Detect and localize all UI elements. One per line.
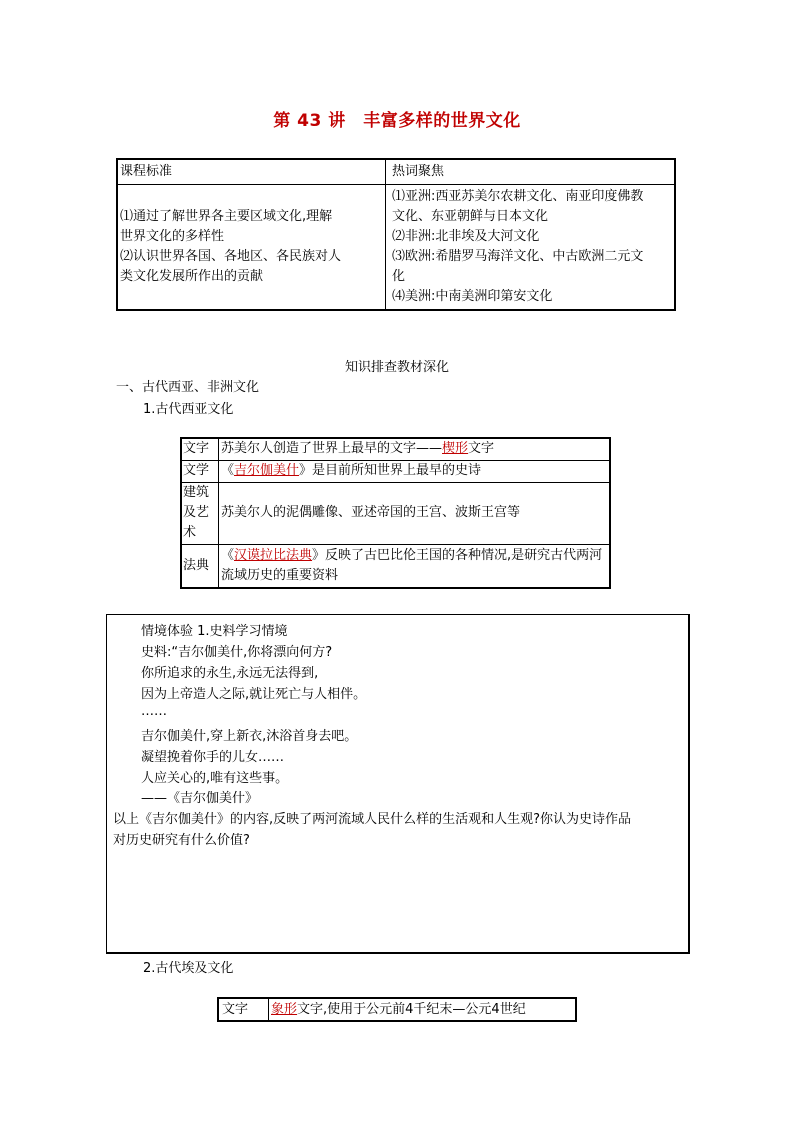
row-text: 《: [221, 463, 235, 478]
standards-line: ⑵认识世界各国、各地区、各民族对人: [120, 249, 342, 264]
source-line: 史料:“吉尔伽美什,你将漂向何方?: [141, 645, 333, 660]
row-text: 文字,使用于公元前4千纪末—公元4世纪: [297, 1001, 526, 1017]
key-term: 象形: [271, 1001, 298, 1017]
source-citation: ——《吉尔伽美什》: [141, 791, 259, 806]
row-label: 法典: [181, 544, 219, 588]
row-content: [219, 544, 611, 588]
row-content: [219, 438, 611, 460]
hotwords-header: 热词聚焦: [386, 159, 676, 185]
key-term: 汉谟拉比法典: [234, 547, 313, 563]
source-line: 因为上帝造人之际,就让死亡与人相伴。: [141, 687, 367, 702]
hotwords-line: ⑴亚洲:西亚苏美尔农耕文化、南亚印度佛教: [392, 189, 644, 204]
row-content: [219, 482, 611, 544]
scenario-heading: 情境体验 1.史料学习情境: [141, 624, 288, 639]
hotwords-line: ⑷美洲:中南美洲印第安文化: [392, 289, 553, 304]
hotwords-line: ⑶欧洲:希腊罗马海洋文化、中古欧洲二元文: [392, 249, 644, 264]
row-content: [219, 460, 611, 482]
standards-content: [117, 185, 386, 311]
standards-header: 课程标准: [117, 159, 386, 185]
scenario-box: [106, 614, 690, 954]
section-heading: 知识排查教材深化: [344, 360, 449, 375]
row-content: [269, 998, 577, 1021]
question-line: 对历史研究有什么价值?: [113, 833, 250, 848]
row-text: 苏美尔人创造了世界上最早的文字——: [221, 441, 443, 457]
subsection-title: 2.古代埃及文化: [143, 961, 234, 976]
key-term: 吉尔伽美什: [234, 463, 300, 478]
hotwords-line: 化: [392, 269, 406, 284]
hotwords-content: [386, 185, 676, 311]
row-label: 建筑及艺术: [181, 482, 219, 544]
source-line: 你所追求的永生,永远无法得到,: [141, 666, 319, 681]
source-line: 人应关心的,唯有这些事。: [141, 771, 289, 786]
standards-line: ⑴通过了解世界各主要区域文化,理解: [120, 209, 333, 224]
course-standards-table: [116, 158, 676, 311]
standards-line: 类文化发展所作出的贡献: [120, 269, 264, 284]
row-text: 苏美尔人的泥偶雕像、亚述帝国的王宫、波斯王宫等: [221, 505, 521, 520]
row-text: 《: [221, 547, 235, 563]
hotwords-line: ⑵非洲:北非埃及大河文化: [392, 229, 540, 244]
key-term: 楔形: [442, 441, 469, 457]
row-text: 》反映了古巴比伦王国的各种情况,是研究古代两河流域历史的重要资料: [221, 547, 603, 583]
row-text: 文字: [468, 441, 495, 457]
row-label: 文字: [181, 438, 219, 460]
west-asia-culture-table: [180, 437, 611, 589]
subsection-title: 1.古代西亚文化: [143, 402, 234, 417]
source-line: 凝望挽着你手的儿女……: [141, 750, 285, 765]
page-title: 第 43 讲 丰富多样的世界文化: [273, 111, 521, 131]
question-line: 以上《吉尔伽美什》的内容,反映了两河流域人民什么样的生活观和人生观?你认为史诗作品: [113, 812, 632, 827]
row-label: 文字: [218, 998, 269, 1021]
row-text: 》是目前所知世界上最早的史诗: [299, 463, 482, 478]
source-line: ……: [141, 704, 167, 719]
section-title: 一、古代西亚、非洲文化: [116, 380, 260, 395]
egypt-culture-table: [217, 997, 577, 1022]
standards-line: 世界文化的多样性: [120, 229, 225, 244]
hotwords-line: 文化、东亚朝鲜与日本文化: [392, 209, 549, 224]
source-line: 吉尔伽美什,穿上新衣,沐浴首身去吧。: [141, 729, 358, 744]
row-label: 文学: [181, 460, 219, 482]
